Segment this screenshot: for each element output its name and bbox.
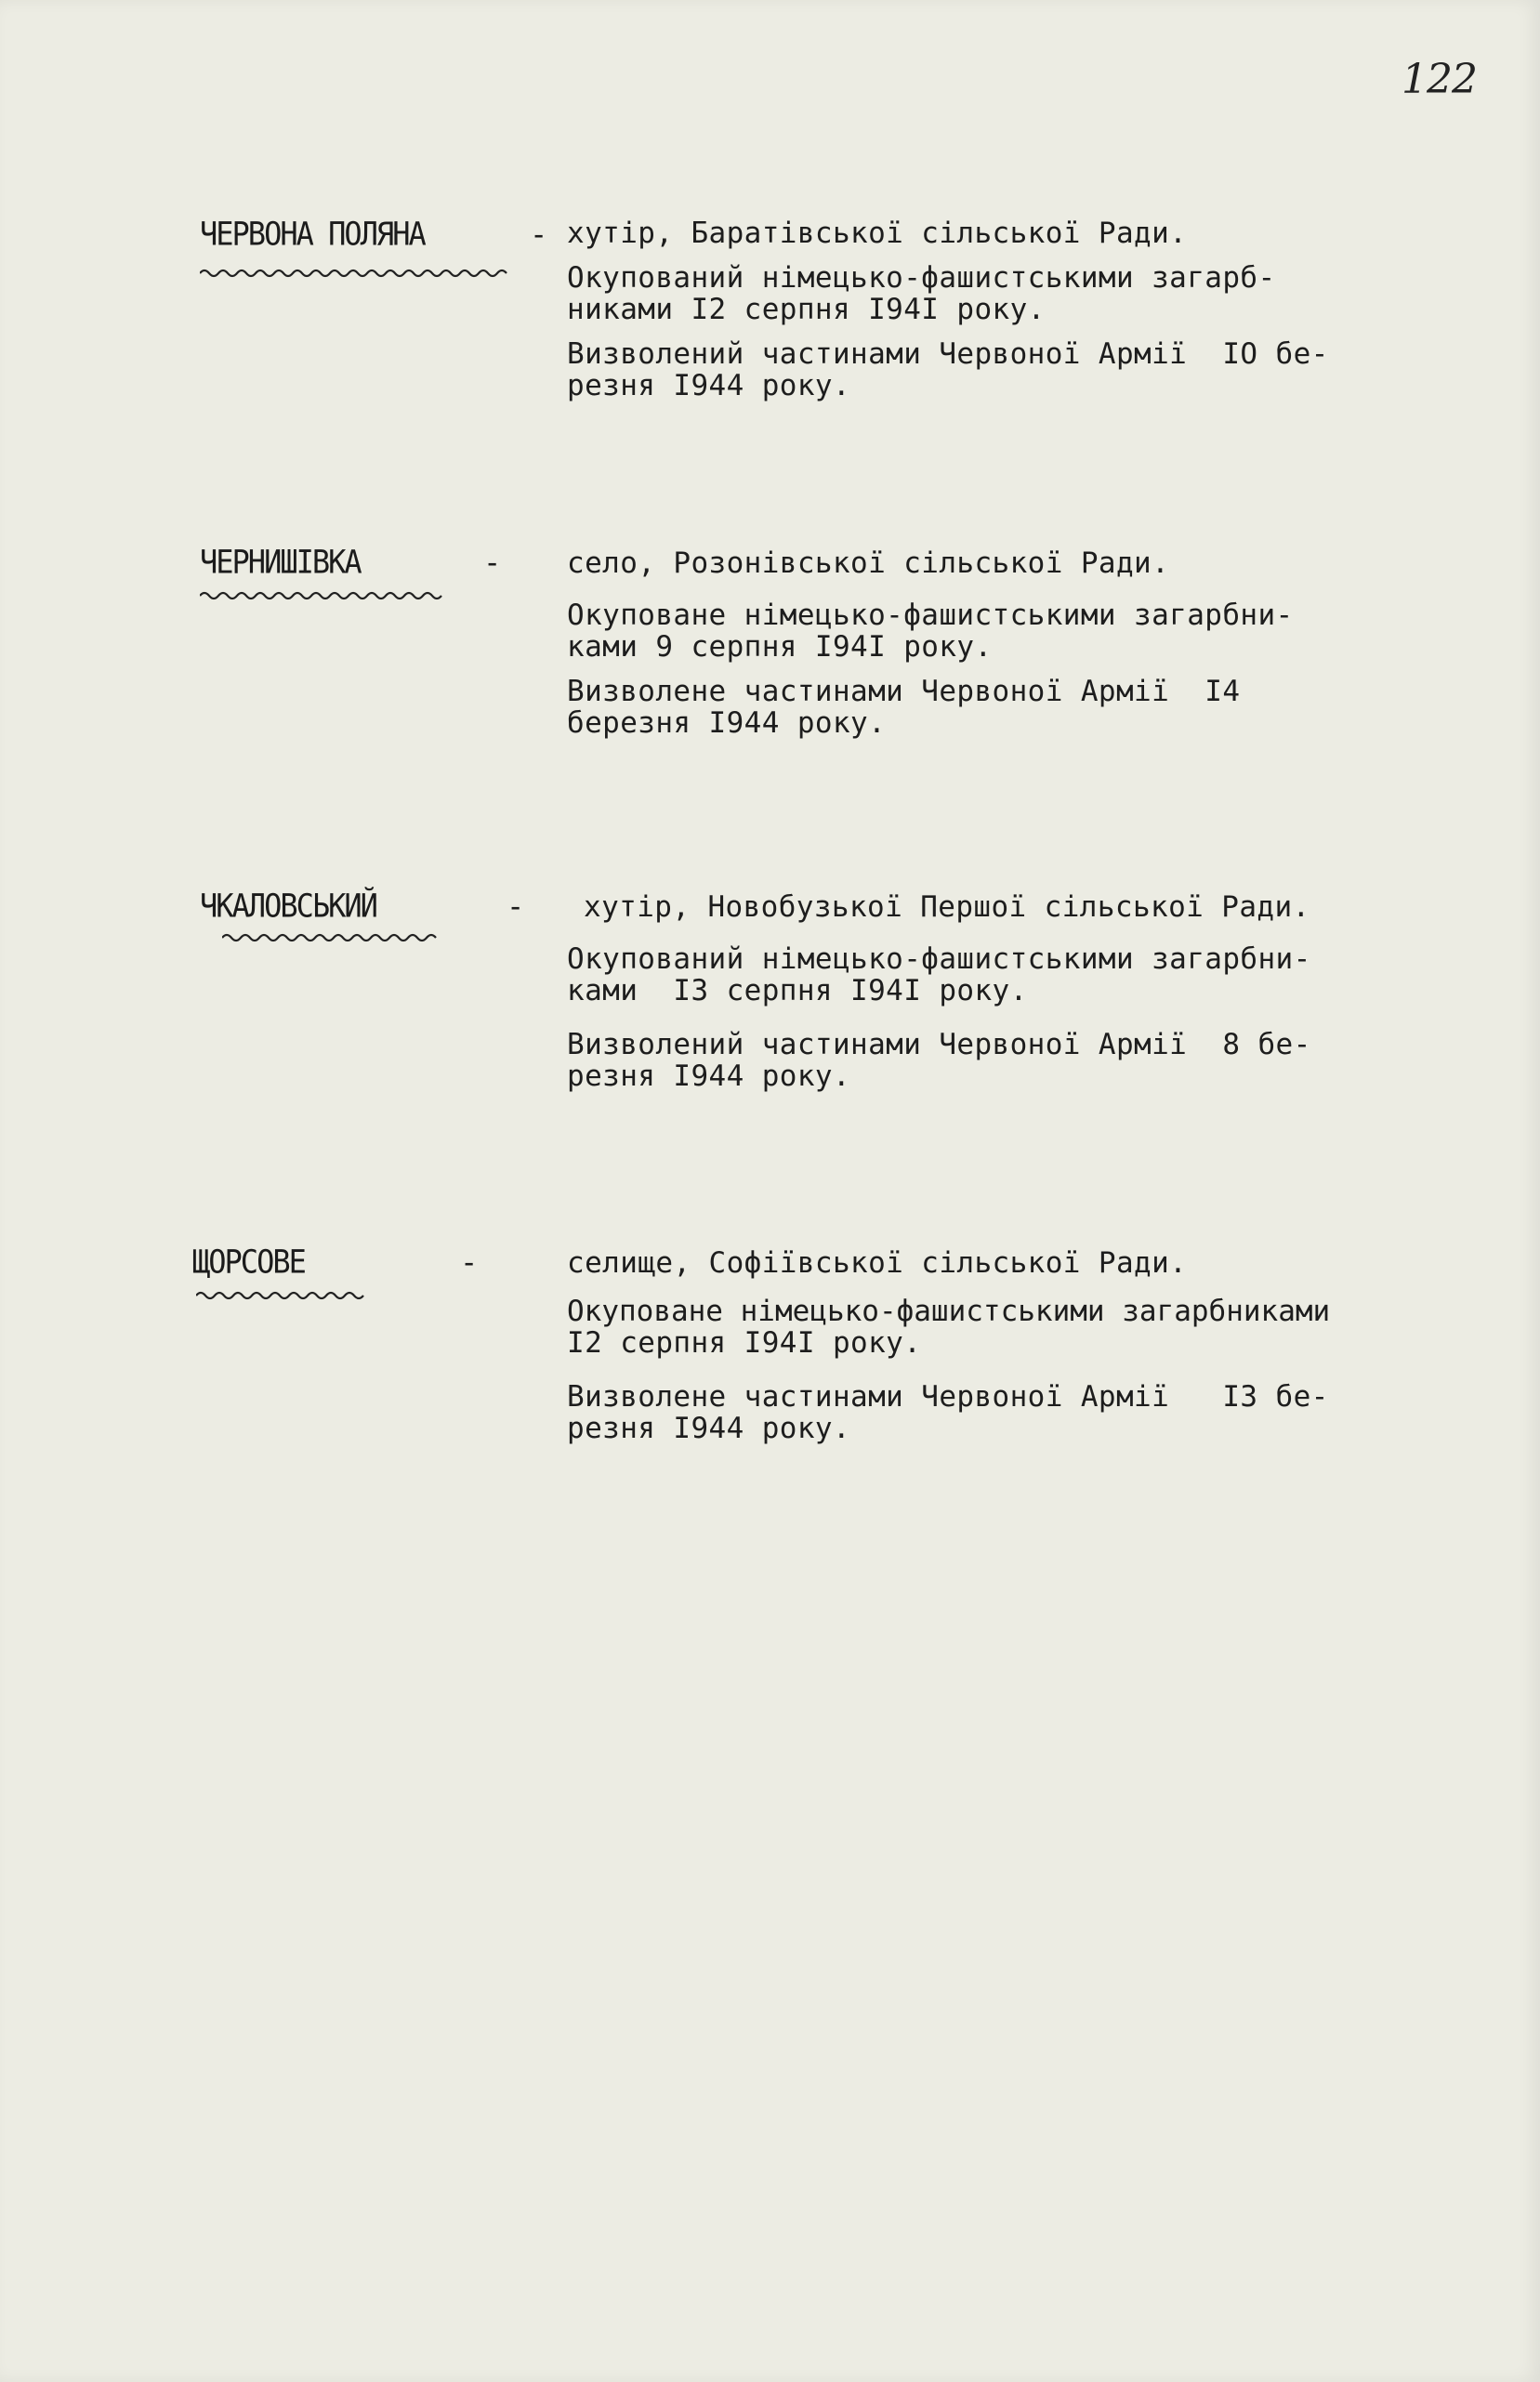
entry-line: І2 серпня І94І року. <box>567 1326 922 1360</box>
entry-line: Окуповане німецько-фашистськими загарбниками <box>567 1295 1331 1328</box>
place-underline <box>222 932 438 943</box>
entry-text <box>567 547 1520 739</box>
entry-line: Визволене частинами Червоної Армії ІЗ бе- <box>567 1380 1329 1414</box>
place-underline <box>200 590 443 601</box>
entry-line: Окуповане німецько-фашистськими загарбни- <box>567 599 1294 632</box>
place-name: ЩОРСОВЕ <box>192 1243 305 1282</box>
place-name: ЧКАЛОВСЬКИЙ <box>200 887 376 926</box>
entry-dash: - <box>483 545 502 580</box>
place-name: ЧЕРВОНА ПОЛЯНА <box>200 215 425 254</box>
entry-dash: - <box>460 1244 479 1280</box>
entry-line: резня І944 року. <box>567 369 851 402</box>
place-name: ЧЕРНИШІВКА <box>200 543 361 582</box>
entry-text <box>567 217 1520 402</box>
entry-dash: - <box>507 888 525 924</box>
entry-line: березня І944 року. <box>567 706 887 740</box>
entry-line: Окупований німецько-фашистськими загарбни- <box>567 942 1311 976</box>
entry-line: Визволений частинами Червоної Армії ІО бе- <box>567 337 1329 371</box>
entry-line: ками 9 серпня І94І року. <box>567 630 993 664</box>
entry-dash: - <box>530 217 548 252</box>
entry-line: ками ІЗ серпня І94І року. <box>567 974 1028 1007</box>
entry-line: никами І2 серпня І94І року. <box>567 293 1046 326</box>
entry-text <box>567 891 1520 1092</box>
entry-line: село, Розонівської сільської Ради. <box>567 546 1170 580</box>
entry-line: хутір, Баратівської сільської Ради. <box>567 217 1188 250</box>
place-underline <box>196 1290 365 1301</box>
place-underline <box>200 268 511 279</box>
entry-line: Визволене частинами Червоної Армії І4 <box>567 675 1241 708</box>
page-number: 122 <box>1402 56 1477 103</box>
entry-line: резня І944 року. <box>567 1412 851 1445</box>
entry-line: резня І944 року. <box>567 1059 851 1093</box>
entry-line: селище, Софіївської сільської Ради. <box>567 1246 1188 1280</box>
entry-line: хутір, Новобузької Першої сільської Ради. <box>584 890 1310 924</box>
entry-line: Визволений частинами Червоної Армії 8 бе- <box>567 1028 1311 1061</box>
entry-text <box>567 1247 1540 1444</box>
entry-line: Окупований німецько-фашистськими загарб- <box>567 261 1276 295</box>
